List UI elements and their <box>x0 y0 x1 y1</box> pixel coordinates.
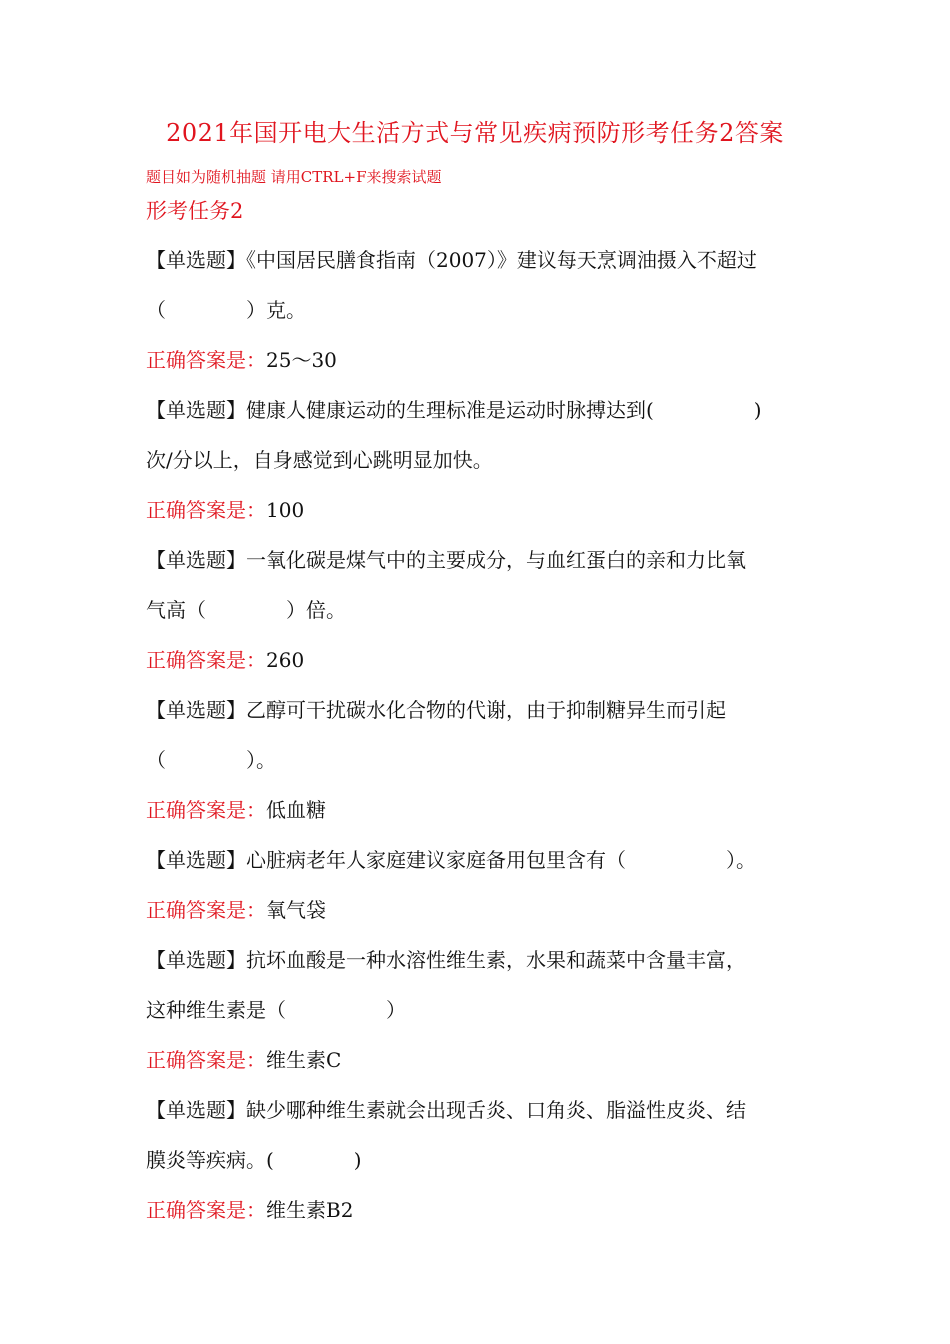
answer-label: 正确答案是： <box>146 348 266 372</box>
answer-label: 正确答案是： <box>146 898 266 922</box>
answer-value: 维生素C <box>266 1048 342 1072</box>
answer-label: 正确答案是： <box>146 498 266 522</box>
question-text-line: 膜炎等疾病。( ) <box>146 1148 362 1172</box>
answer-label: 正确答案是： <box>146 1048 266 1072</box>
answer-line <box>146 1035 816 1085</box>
question-text-line: （ ）克。 <box>146 298 306 322</box>
answer-value: 氧气袋 <box>266 898 326 922</box>
answer-value: 260 <box>266 648 305 672</box>
answer-label: 正确答案是： <box>146 798 266 822</box>
question-text-line: 气高（ ）倍。 <box>146 598 346 622</box>
answer-label: 正确答案是： <box>146 1198 266 1222</box>
answer-line <box>146 785 816 835</box>
question-text-line: 次/分以上，自身感觉到心跳明显加快。 <box>146 448 493 472</box>
search-hint: 题目如为随机抽题 请用CTRL+F来搜索试题 <box>146 168 442 186</box>
question-text-line: 这种维生素是（ ） <box>146 998 406 1022</box>
answer-value: 25～30 <box>266 348 337 372</box>
question-text-line: 【单选题】缺少哪种维生素就会出现舌炎、口角炎、脂溢性皮炎、结 <box>146 1098 746 1122</box>
question-text-line: 【单选题】心脏病老年人家庭建议家庭备用包里含有（ ）。 <box>146 848 756 872</box>
answer-value: 维生素B2 <box>266 1198 354 1222</box>
answer-line <box>146 635 816 685</box>
answer-value: 100 <box>266 498 305 522</box>
question-text-line: 【单选题】乙醇可干扰碳水化合物的代谢，由于抑制糖异生而引起 <box>146 698 726 722</box>
question-text-line: 【单选题】健康人健康运动的生理标准是运动时脉搏达到( ) <box>146 398 762 422</box>
answer-line <box>146 485 816 535</box>
question-list <box>146 235 816 1235</box>
question-text-line: 【单选题】《中国居民膳食指南（2007）》建议每天烹调油摄入不超过 <box>146 248 757 272</box>
answer-line <box>146 335 816 385</box>
answer-line <box>146 885 816 935</box>
document-title: 2021年国开电大生活方式与常见疾病预防形考任务2答案 <box>166 119 784 147</box>
answer-label: 正确答案是： <box>146 648 266 672</box>
answer-value: 低血糖 <box>266 798 326 822</box>
section-heading: 形考任务2 <box>146 199 244 223</box>
question-text-line: （ ）。 <box>146 748 276 772</box>
answer-line <box>146 1185 816 1235</box>
question-text-line: 【单选题】一氧化碳是煤气中的主要成分，与血红蛋白的亲和力比氧 <box>146 548 746 572</box>
question-text-line: 【单选题】抗坏血酸是一种水溶性维生素，水果和蔬菜中含量丰富， <box>146 948 746 972</box>
